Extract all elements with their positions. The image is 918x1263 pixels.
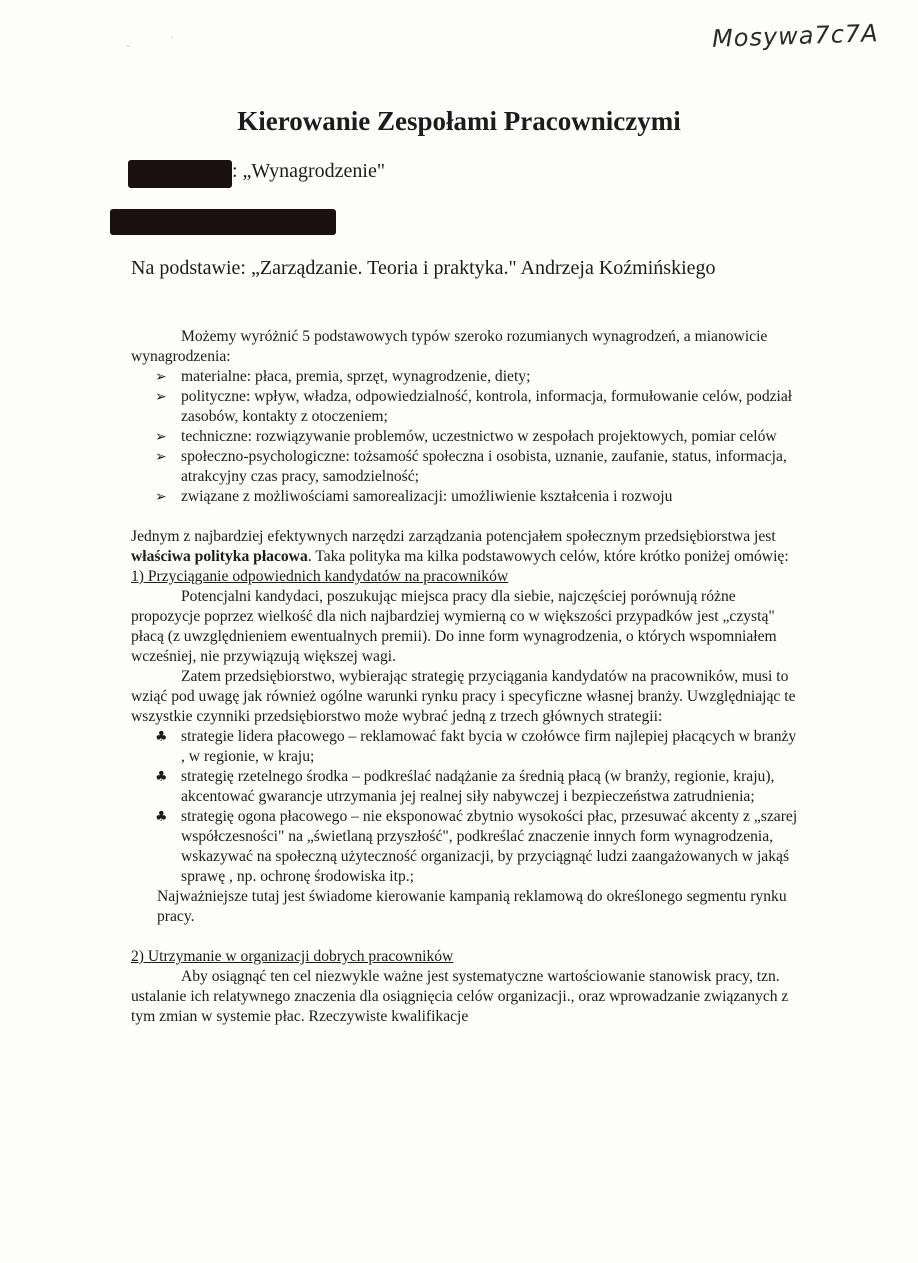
reward-types-list <box>131 367 801 507</box>
redaction-mark <box>110 209 336 235</box>
scan-speck: - <box>126 38 130 52</box>
document-body <box>131 327 801 1027</box>
arrow-bullet-icon: ➢ <box>155 489 167 505</box>
section-paragraph: Potencjalni kandydaci, poszukując miejsca pracy dla siebie, najczęściej porównują różne propozycje poprzez wielkość dla nich najbardziej wymierną co w większości przypadków jest „czystą" płacą (z uwzględnieniem ewentualnych premii). Do inne form wynagrodzenia, o których wspomniałem wcześniej, nie przywiązują większej wagi. <box>131 588 777 665</box>
scan-speck: · <box>170 30 174 44</box>
section-paragraph: Zatem przedsiębiorstwo, wybierając strategię przyciągania kandydatów na pracowników, musi to wziąć pod uwagę jak również ogólne warunki rynku pracy i specyficzne własnej branży. Uwzględniając te wszystkie czynniki przedsiębiorstwo może wybrać jedną z trzech głównych strategii: <box>131 668 796 725</box>
arrow-bullet-icon: ➢ <box>155 429 167 445</box>
list-item: ♣ strategię rzetelnego środka – podkreślać nadążanie za średnią płacą (w branży, regionie, kraju), akcentować gwarancje utrzymania jej realnej siły nabywczej i bezpieczeństwa zatrudnienia; <box>155 768 775 805</box>
clover-bullet-icon: ♣ <box>155 729 168 745</box>
list-item: ➢ polityczne: wpływ, władza, odpowiedzialność, kontrola, informacja, formułowanie celów, podział zasobów, kontakty z otoczeniem; <box>155 388 793 425</box>
list-item: ♣ strategie lidera płacowego – reklamować fakt bycia w czołówce firm najlepiej płacących w branży , w regionie, w kraju; <box>155 728 797 765</box>
emphasis-text: właściwa polityka płacowa <box>131 548 308 565</box>
list-item: ➢ techniczne: rozwiązywanie problemów, uczestnictwo w zespołach projektowych, pomiar celów <box>155 428 777 445</box>
section-heading: 2) Utrzymanie w organizacji dobrych pracowników <box>131 948 454 965</box>
section-closing: Najważniejsze tutaj jest świadome kierowanie kampanią reklamową do określonego segmentu rynku pracy. <box>157 888 787 925</box>
section-paragraph: Aby osiągnąć ten cel niezwykle ważne jest systematyczne wartościowanie stanowisk pracy, tzn. ustalanie ich relatywnego znaczenia dla osiągnięcia celów organizacji., oraz wprowadzanie związanych z tym zmian w systemie płac. Rzeczywiste kwalifikacje <box>131 968 789 1025</box>
strategies-list <box>131 727 801 887</box>
list-item: ➢ społeczno-psychologiczne: tożsamość społeczna i osobista, uznanie, zaufanie, status, informacja, atrakcyjny czas pracy, samodzielność; <box>155 448 787 485</box>
arrow-bullet-icon: ➢ <box>155 369 167 385</box>
intro-paragraph: Możemy wyróżnić 5 podstawowych typów szeroko rozumianych wynagrodzeń, a mianowicie wynagrodzenia: <box>131 328 768 365</box>
clover-bullet-icon: ♣ <box>155 769 168 785</box>
clover-bullet-icon: ♣ <box>155 809 168 825</box>
document-title: Kierowanie Zespołami Pracowniczymi <box>237 106 681 136</box>
basis-line: Na podstawie: „Zarządzanie. Teoria i praktyka." Andrzeja Koźmińskiego <box>131 257 716 279</box>
arrow-bullet-icon: ➢ <box>155 389 167 405</box>
list-item: ➢ materialne: płaca, premia, sprzęt, wynagrodzenie, diety; <box>155 368 531 385</box>
list-item: ➢ związane z możliwościami samorealizacji: umożliwienie kształcenia i rozwoju <box>155 488 673 505</box>
handwritten-note: Mosywa7c7A <box>711 19 880 53</box>
topic-line: : „Wynagrodzenie" <box>232 160 385 182</box>
redaction-mark <box>128 160 232 188</box>
arrow-bullet-icon: ➢ <box>155 449 167 465</box>
section-heading: 1) Przyciąganie odpowiednich kandydatów na pracowników <box>131 568 509 585</box>
policy-paragraph: Jednym z najbardziej efektywnych narzędzi zarządzania potencjałem społecznym przedsiębiorstwa jest właściwa polityka płacowa. Taka polityka ma kilka podstawowych celów, które krótko poniżej omówię: <box>131 528 789 565</box>
list-item: ♣ strategię ogona płacowego – nie eksponować zbytnio wysokości płac, przesuwać akcenty z „szarej współczesności" na „świetlaną przyszłość", podkreślać znaczenie innych form wynagrodzenia, wskazywać na społeczną użyteczność organizacji, by przyciągnąć ludzi zaangażowanych w jakąś sprawę , np. ochronę środowiska itp.; <box>155 808 798 885</box>
